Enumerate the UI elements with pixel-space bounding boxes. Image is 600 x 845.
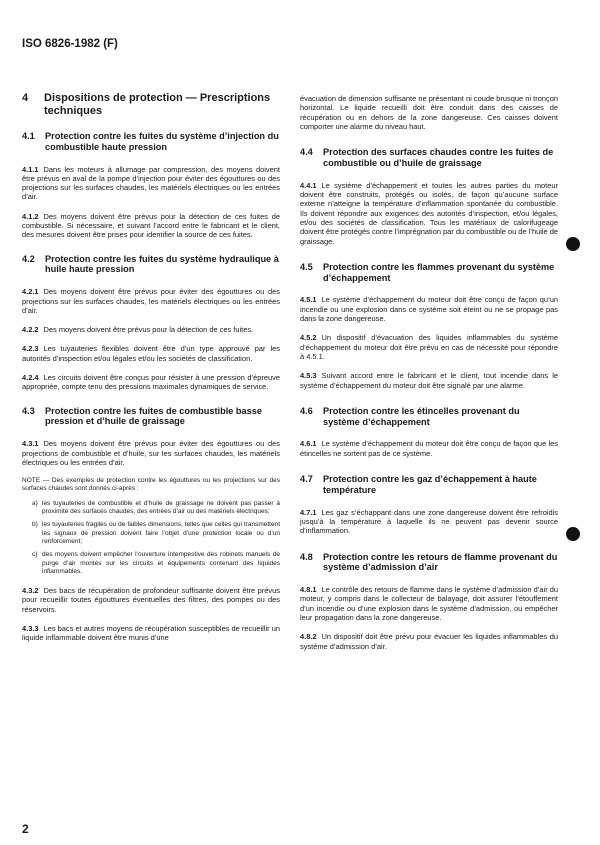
paragraph-4-8-1 xyxy=(300,585,558,622)
paragraph-text: Un dispositif d’évacuation des liquides inflammables du système d’échappement du moteur doit être prévu en cas de nécessité pour répondre à 4.5.1. xyxy=(300,333,558,361)
section-number: 4.2 xyxy=(22,253,35,264)
section-title: Protection contre les gaz d’échappement à haute température xyxy=(323,474,537,495)
paragraph-number: 4.1.1 xyxy=(22,164,39,174)
paragraph-4-8-2 xyxy=(300,632,558,651)
paragraph-number: 4.5.1 xyxy=(300,295,317,305)
paragraph-number: 4.5.3 xyxy=(300,371,317,381)
paragraph-number: 4.3.3 xyxy=(22,623,39,633)
paragraph-number: 4.3.1 xyxy=(22,439,39,449)
paragraph-number: 4.1.2 xyxy=(22,211,39,221)
section-number: 4.3 xyxy=(22,405,35,416)
paragraph-4-2-2 xyxy=(22,325,280,334)
section-number: 4.8 xyxy=(300,551,313,562)
paragraph-4-3-3 xyxy=(22,624,280,643)
paragraph-4-5-1 xyxy=(300,295,558,323)
note-item-text: les tuyauteries fragiles ou de faibles dimensions, telles que celles qui transmettent les signaux de pression doivent faire l’objet d’une protection locale ou d’un renforcement; xyxy=(42,521,280,545)
section-4-heading xyxy=(22,92,280,117)
section-4-4-heading xyxy=(300,147,558,169)
section-number: 4.6 xyxy=(300,405,313,416)
section-4-3-heading xyxy=(22,406,280,428)
section-title: Protection contre les fuites de combustible basse pression et d’huile de graissage xyxy=(45,405,262,427)
paragraph-text: Les tuyauteries flexibles doivent être d’un type approuvé par les autorités d’inspection et/ou légales et/ou les sociétés de classification. xyxy=(22,344,280,363)
document-header: ISO 6826-1982 (F) xyxy=(22,38,118,50)
paragraph-text: Le système d’échappement du moteur doit être conçu de façon qu’un incendie ou une explosion dans ce système soit éteint ou ne se propage pas dans la zone dangereuse. xyxy=(300,295,558,324)
paragraph-4-6-1 xyxy=(300,439,558,458)
page-number: 2 xyxy=(22,822,29,836)
paragraph-4-2-4 xyxy=(22,373,280,392)
paragraph-number: 4.8.1 xyxy=(300,585,317,595)
paragraph-number: 4.2.4 xyxy=(22,373,39,383)
section-4-1-heading xyxy=(22,131,280,153)
paragraph-text: Des bacs de récupération de profondeur suffisante doivent être prévus pour recueillir toutes égouttures éventuelles des filtres, des pompes ou des réservoirs. xyxy=(22,586,280,614)
paragraph-text: Le système d’échappement et toutes les autres parties du moteur doivent être construits, protégés ou isolés, de façon qu’aucune surface externe n’atteigne la température d’inflammation spontanée du combustible. Ils doivent répondre aux exigences des autorités d’inspection, et/ou légales, et/ou des sociétés de classification. Tous les matériaux de calorifugeage doivent être protégés contre l’imprégnation par du combustible ou de l’huile de graissage. xyxy=(300,180,558,246)
paragraph-4-5-2 xyxy=(300,333,558,361)
paragraph-4-2-1 xyxy=(22,287,280,315)
paragraph-text: Les gaz s’échappant dans une zone dangereuse doivent être refroidis jusqu’à la température à laquelle ils ne peuvent pas devenir source d’inflammation. xyxy=(300,507,558,536)
paragraph-text: Suivant accord entre le fabricant et le client, tout incendie dans le système d’échappement du moteur doit être signalé par une alarme. xyxy=(300,371,558,390)
section-number: 4.1 xyxy=(22,131,35,141)
paragraph-4-1-1 xyxy=(22,165,280,202)
paragraph-4-7-1 xyxy=(300,508,558,536)
section-title: Protection contre les fuites du système d’injection du combustible haute pression xyxy=(45,131,279,152)
section-title: Protection contre les étincelles provenant du système d’échappement xyxy=(323,405,520,427)
note-item-label: a) xyxy=(32,499,38,507)
binding-hole-marker xyxy=(566,237,580,251)
section-title: Dispositions de protection — Prescriptions techniques xyxy=(44,92,271,117)
paragraph-text: Le contrôle des retours de flamme dans le système d’admission d’air du moteur, y compris dans le collecteur de balayage, doit assurer l’étouffement d’un incendie ou d’une explosion dans le système d’admission, ou empêcher leur propagation dans la zone dangereuse. xyxy=(300,585,559,622)
note-item-label: c) xyxy=(32,551,38,559)
left-column xyxy=(22,92,280,653)
section-title: Protection contre les flammes provenant du système d’échappement xyxy=(323,261,555,283)
paragraph-number: 4.3.2 xyxy=(22,586,39,596)
paragraph-4-5-3 xyxy=(300,371,558,390)
section-4-5-heading xyxy=(300,262,558,284)
note-item-text: les tuyauteries de combustible et d’huile de graissage ne doivent pas passer à proximité des surfaces chaudes, des entrées d’air ou des matériels électriques; xyxy=(42,499,280,516)
section-4-6-heading xyxy=(300,406,558,428)
paragraph-4-3-3-continued: évacuation de dimension suffisante ne présentant ni coude brusque ni tronçon horizontal. Le liquide recueilli doit être conduit dans des caisses de récupération ou en dehors de la zone dangereuse. Ces caisses doivent comporter une alarme du niveau haut. xyxy=(300,94,558,131)
section-title: Protection des surfaces chaudes contre les fuites de combustible ou d’huile de graissage xyxy=(323,147,554,168)
paragraph-text: Les bacs et autres moyens de récupération susceptibles de recueillir un liquide inflammable doivent être munis d’une xyxy=(22,623,280,643)
right-column xyxy=(300,94,558,661)
section-title: Protection contre les retours de flamme provenant du système d’admission d’air xyxy=(323,551,558,573)
section-4-2-heading xyxy=(22,254,280,276)
paragraph-text: Des moyens doivent être prévus pour la détection de ces fuites de combustible. Si nécessaire, et suivant l’accord entre le fabricant et le client, des mesures doivent être prises pour identifier la source de ces fuites. xyxy=(22,211,280,240)
paragraph-4-2-3 xyxy=(22,344,280,363)
section-4-8-heading xyxy=(300,552,558,574)
section-number: 4.5 xyxy=(300,261,313,272)
note-item-b xyxy=(22,521,280,546)
paragraph-number: 4.2.3 xyxy=(22,344,39,354)
paragraph-number: 4.5.2 xyxy=(300,333,317,343)
note-item-a xyxy=(22,500,280,517)
paragraph-number: 4.7.1 xyxy=(300,507,317,517)
paragraph-text: Dans les moteurs à allumage par compression, des moyens doivent être prévus en aval de la pompe d’injection pour éviter des égouttures ou des projections sur les surfaces chaudes, les matériels électriques ou les entrées d’air. xyxy=(22,164,280,202)
section-number: 4.7 xyxy=(300,474,313,485)
note-item-label: b) xyxy=(32,521,38,529)
paragraph-number: 4.8.2 xyxy=(300,632,317,642)
paragraph-text: Des moyens doivent être prévus pour la détection de ces fuites. xyxy=(43,325,254,335)
paragraph-4-3-1 xyxy=(22,439,280,467)
paragraph-number: 4.2.1 xyxy=(22,287,39,297)
note-item-text: des moyens doivent empêcher l’ouverture intempestive des robinets manuels de purge d’air montés sur les circuits et équipements contenant des liquides inflammables. xyxy=(42,551,280,575)
paragraph-4-1-2 xyxy=(22,212,280,240)
paragraph-4-4-1 xyxy=(300,181,558,246)
section-title: Protection contre les fuites du système hydraulique à huile haute pression xyxy=(45,253,279,275)
section-number: 4.4 xyxy=(300,147,313,158)
paragraph-number: 4.6.1 xyxy=(300,439,317,449)
note-text: NOTE — Des exemples de protection contre les égouttures ou les projections sur des surfaces chaudes sont donnés ci-après : xyxy=(22,477,280,493)
paragraph-text: Le système d’échappement du moteur doit être conçu de façon que les étincelles ne sortent pas de ce système. xyxy=(300,439,558,458)
paragraph-number: 4.2.2 xyxy=(22,325,39,335)
paragraph-4-3-2 xyxy=(22,586,280,614)
section-4-7-heading xyxy=(300,474,558,496)
paragraph-text: Des moyens doivent être prévus pour éviter des égouttures ou des projections de combustible et d’huile, sur les surfaces chaudes, les matériels électriques ou les entrées d’air. xyxy=(22,439,280,467)
section-number: 4 xyxy=(22,92,29,104)
paragraph-text: Les circuits doivent être conçus pour résister à une pression d’épreuve appropriée, compte tenu des pressions maximales dynamiques de service. xyxy=(22,373,280,392)
paragraph-text: Un dispositif doit être prévu pour évacuer les liquides inflammables du système d’admission d’air. xyxy=(300,632,558,651)
binding-hole-marker xyxy=(566,527,580,541)
paragraph-text: Des moyens doivent être prévus pour éviter des égouttures ou des projections sur les surfaces chaudes, les matériels électriques ou les entrées d’air. xyxy=(22,287,280,315)
paragraph-number: 4.4.1 xyxy=(300,180,317,190)
note-item-c xyxy=(22,551,280,576)
